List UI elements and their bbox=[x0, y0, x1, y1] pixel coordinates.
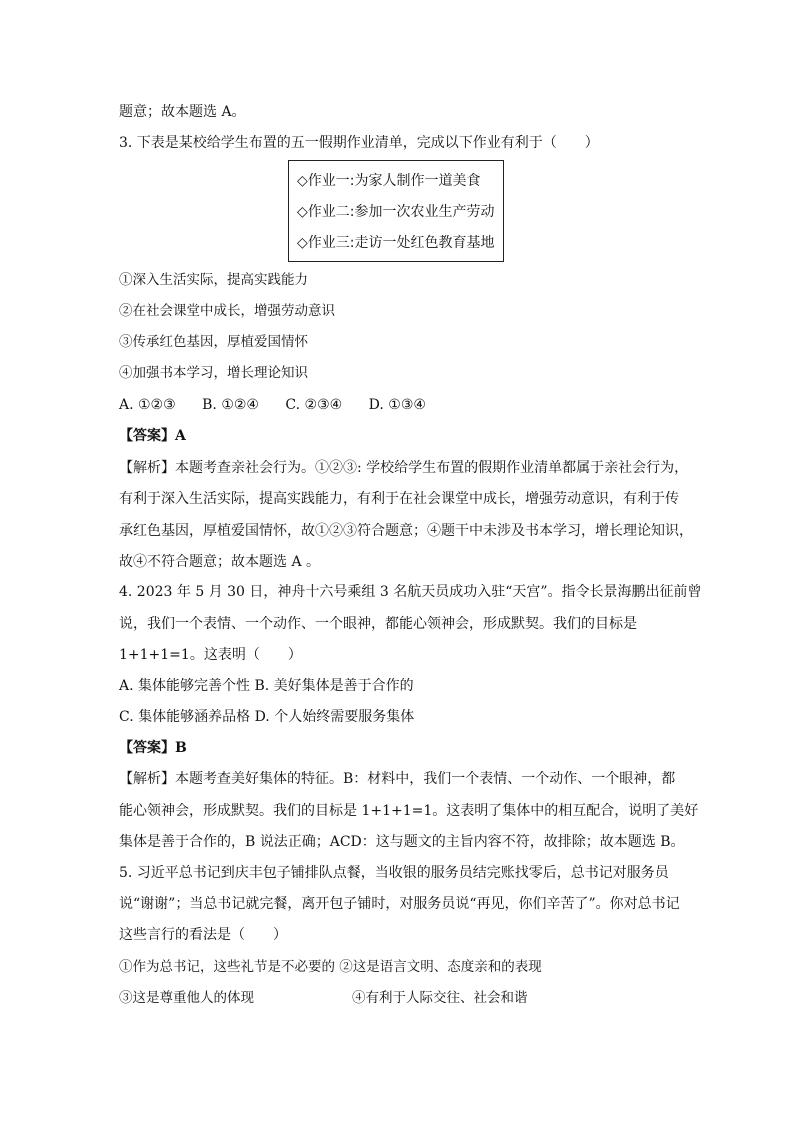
question-4-stem: 说，我们一个表情、一个动作、一个眼神，都能心领神会，形成默契。我们的目标是 bbox=[119, 616, 637, 632]
text-line: 题意；故本题选 A。 bbox=[119, 104, 246, 120]
question-3-option-4: ④加强书本学习，增长理论知识 bbox=[119, 365, 308, 381]
question-4-stem: 4. 2023 年 5 月 30 日，神舟十六号乘组 3 名航天员成功入驻“天宫”。指令长景海鹏出征前曾 bbox=[119, 584, 702, 600]
question-5-option-4: ④有利于人际交往、社会和谐 bbox=[352, 990, 528, 1006]
homework-item-3: ◇作业三:走访一处红色教育基地 bbox=[297, 235, 495, 251]
question-4-answer: 【答案】B bbox=[119, 740, 187, 756]
question-5-stem: 说“谢谢”；当总书记就完餐，离开包子铺时，对服务员说“再见，你们辛苦了”。你对总书记 bbox=[119, 896, 680, 912]
question-5-option-3: ③这是尊重他人的体现 bbox=[119, 990, 254, 1006]
question-4-stem: 1+1+1=1。这表明（ ） bbox=[119, 647, 302, 663]
question-3-analysis-line: 【解析】本题考查亲社会行为。①②③: 学校给学生布置的假期作业清单都属于亲社会行为， bbox=[119, 460, 689, 476]
homework-item-2: ◇作业二:参加一次农业生产劳动 bbox=[297, 204, 495, 220]
question-3-choices bbox=[119, 395, 448, 415]
choice-a: A. ①②③ bbox=[119, 397, 176, 413]
choice-c: C. ②③④ bbox=[285, 397, 343, 413]
question-4-analysis-line: 集体是善于合作的，B 说法正确；ACD：这与题文的主旨内容不符，故排除；故本题选 B。 bbox=[119, 834, 685, 850]
question-3-option-1: ①深入生活实际，提高实践能力 bbox=[119, 272, 308, 288]
question-5-options-12: ①作为总书记，这些礼节是不必要的 ②这是语言文明、态度亲和的表现 bbox=[119, 959, 542, 975]
question-3-answer: 【答案】A bbox=[119, 428, 186, 444]
question-3-analysis-line: 承红色基因，厚植爱国情怀，故①②③符合题意；④题干中未涉及书本学习，增长理论知识， bbox=[119, 523, 693, 539]
question-4-analysis-line: 能心领神会，形成默契。我们的目标是 1+1+1=1。这表明了集体中的相互配合，说明了美好 bbox=[119, 803, 699, 819]
question-4-options-ab: A. 集体能够完善个性 B. 美好集体是善于合作的 bbox=[119, 678, 414, 694]
question-4-options-cd: C. 集体能够涵养品格 D. 个人始终需要服务集体 bbox=[119, 709, 415, 725]
choice-d: D. ①③④ bbox=[368, 397, 426, 413]
question-3-stem: 3. 下表是某校给学生布置的五一假期作业清单，完成以下作业有利于（ ） bbox=[119, 135, 599, 151]
homework-table bbox=[288, 160, 504, 262]
question-4-analysis-line: 【解析】本题考查美好集体的特征。B：材料中，我们一个表情、一个动作、一个眼神，都 bbox=[119, 771, 676, 787]
question-3-option-2: ②在社会课堂中成长，增强劳动意识 bbox=[119, 303, 335, 319]
choice-b: B. ①②④ bbox=[202, 397, 259, 413]
question-3-option-3: ③传承红色基因，厚植爱国情怀 bbox=[119, 334, 308, 350]
question-5-stem: 5. 习近平总书记到庆丰包子铺排队点餐，当收银的服务员结完账找零后，总书记对服务员 bbox=[119, 865, 669, 881]
question-3-analysis-line: 故④不符合题意；故本题选 A 。 bbox=[119, 554, 321, 570]
question-5-stem: 这些言行的看法是（ ） bbox=[119, 927, 287, 943]
homework-item-1: ◇作业一:为家人制作一道美食 bbox=[297, 173, 481, 189]
question-3-analysis-line: 有利于深入生活实际，提高实践能力，有利于在社会课堂中成长，增强劳动意识，有利于传 bbox=[119, 491, 679, 507]
